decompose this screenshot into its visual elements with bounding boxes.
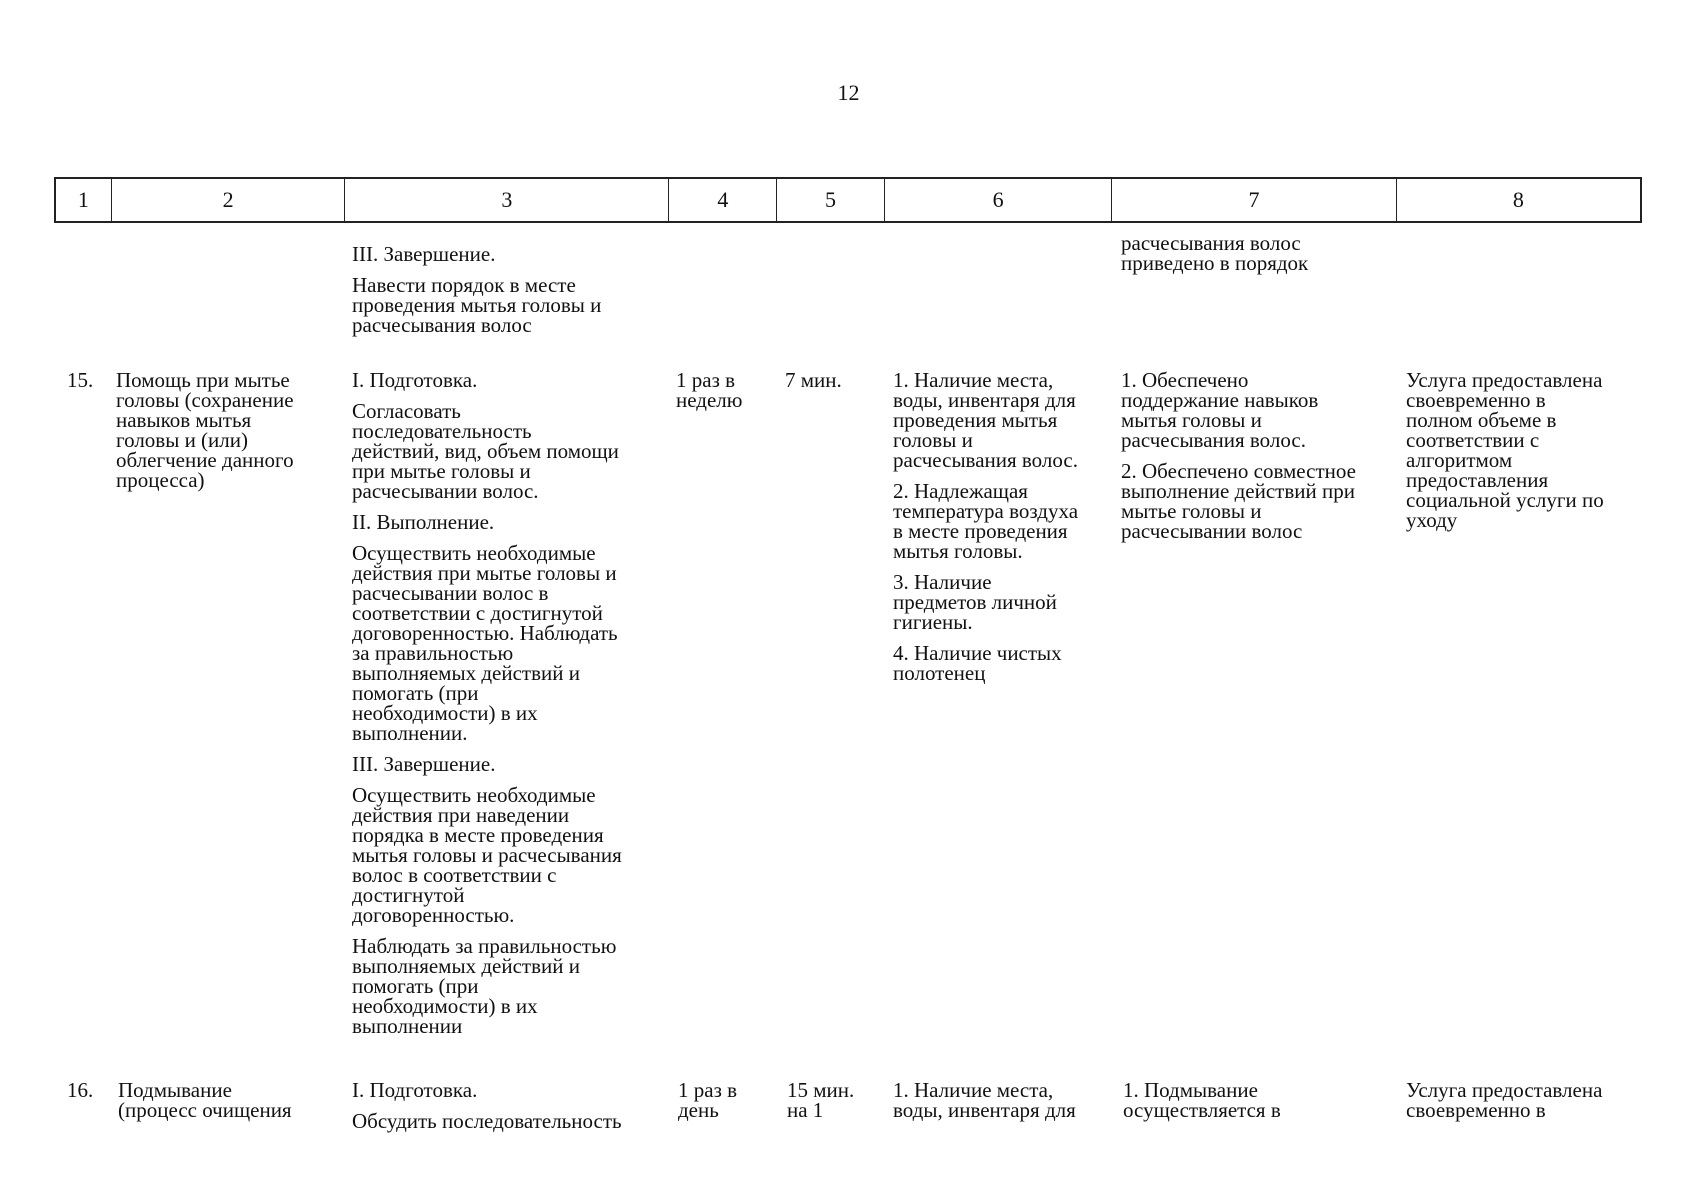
row16-col5-duration: 15 мин. на 1	[787, 1078, 855, 1122]
row14-col3-text	[352, 244, 670, 335]
row15-col8-evaluation: Услуга предоставлена своевременно в полном объеме в соответствии с алгоритмом предоставления социальной услуги по уходу	[1406, 368, 1604, 532]
table-header-row	[54, 177, 1642, 223]
row15-col7-indicators: 1. Обеспечено поддержание навыков мытья головы и расчесывания волос. 2. Обеспечено совместное выполнение действий при мытье головы и расчесывании волос	[1121, 368, 1356, 543]
row14-col3-para: Навести порядок в месте проведения мытья головы и расчесывания волос	[352, 273, 602, 337]
row16-col4-frequency: 1 раз в день	[678, 1078, 738, 1122]
page-number: 12	[837, 80, 860, 105]
row16-col6-conditions: 1. Наличие места, воды, инвентаря для	[893, 1078, 1076, 1122]
header-col-2: 2	[112, 179, 345, 221]
header-col-8: 8	[1512, 187, 1524, 212]
row15-number: 15.	[67, 368, 94, 392]
row14-col7-text: расчесывания волос приведено в порядок	[1121, 231, 1309, 275]
header-col-3: 3	[345, 179, 669, 221]
row16-col8-evaluation: Услуга предоставлена своевременно в	[1406, 1078, 1603, 1122]
row16-col3-description: I. Подготовка. Обсудить последовательность	[352, 1078, 622, 1133]
row15-col3-description: I. Подготовка. Согласовать последовательность действий, вид, объем помощи при мытье головы и расчесывании волос. II. Выполнение. Осуществить необходимые действия при мытье головы и расчесывании волос в соответствии с достигнутой договоренностью. Наблюдать за правильностью выполняемых действий и помогать (при необходимости) в их выполнении. III. Завершение. Осуществить необходимые действия при наведении порядка в месте проведения мытья головы и расчесывания волос в соответствии с достигнутой договоренностью. Наблюдать за правильностью выполняемых действий и помогать (при необходимости) в их выполнении	[352, 368, 622, 1038]
header-col-4: 4	[669, 179, 777, 221]
header-col-6: 6	[885, 179, 1112, 221]
row15-col6-conditions: 1. Наличие места, воды, инвентаря для проведения мытья головы и расчесывания волос. 2. Надлежащая температура воздуха в месте проведения мытья головы. 3. Наличие предметов личной гигиены. 4. Наличие чистых полотенец	[893, 368, 1079, 685]
header-col-1: 1	[56, 179, 112, 221]
header-col-7: 7	[1112, 179, 1396, 221]
row15-col2-service-name: Помощь при мытье головы (сохранение навыков мытья головы и (или) облегчение данного процесса)	[116, 368, 294, 492]
header-col-5: 5	[777, 179, 885, 221]
row16-number: 16.	[67, 1078, 94, 1102]
row16-col7-indicators: 1. Подмывание осуществляется в	[1123, 1078, 1281, 1122]
row15-col5-duration: 7 мин.	[785, 368, 842, 392]
row15-col4-frequency: 1 раз в неделю	[676, 368, 743, 412]
row16-col2-service-name: Подмывание (процесс очищения	[118, 1078, 292, 1122]
row14-col3-para: III. Завершение.	[352, 242, 496, 266]
